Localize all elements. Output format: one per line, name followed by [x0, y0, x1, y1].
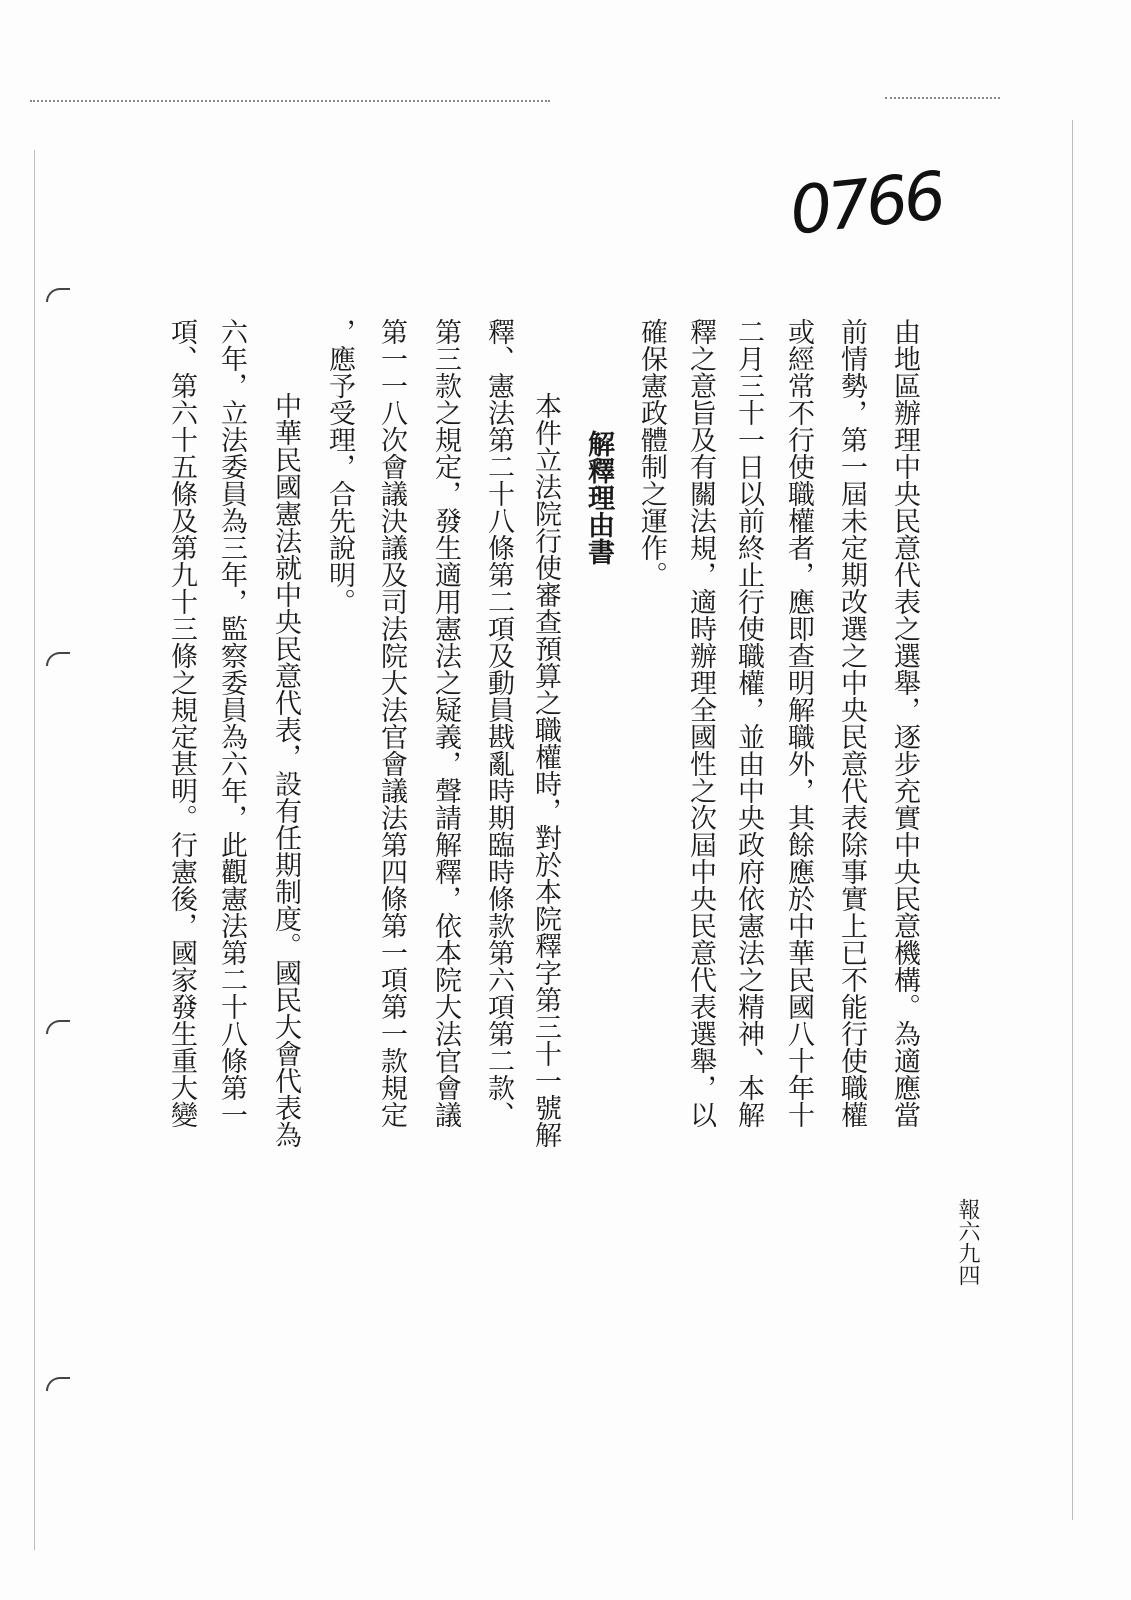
text-column: 第三款之規定，發生適用憲法之疑義，聲請解釋，依本院大法官會議 [430, 318, 461, 1128]
archive-number: 0766 [786, 157, 946, 250]
scan-border-top-right [885, 97, 1000, 101]
text-column: 二月三十一日以前終止行使職權，並由中央政府依憲法之精神、本解 [733, 318, 764, 1128]
binding-hole-mark [46, 1020, 70, 1034]
text-column: 本件立法院行使審查預算之職權時，對於本院釋字第三十一號解 [530, 392, 561, 1148]
text-column: 中華民國憲法就中央民意代表，設有任期制度。國民大會代表為 [270, 392, 301, 1148]
text-column: 或經常不行使職權者，應即查明解職外，其餘應於中華民國八十年十 [783, 318, 814, 1128]
text-column: ，應予受理，合先說明。 [324, 318, 355, 615]
scan-edge-right [1072, 120, 1073, 1520]
page-marker: 報六九四 [955, 1198, 980, 1286]
text-column: 確保憲政體制之運作。 [636, 318, 667, 588]
scan-border-top [30, 100, 550, 104]
text-column: 六年，立法委員為三年，監察委員為六年，此觀憲法第二十八條第一 [216, 318, 247, 1128]
binding-hole-mark [46, 1377, 70, 1391]
text-column: 由地區辦理中央民意代表之選舉，逐步充實中央民意機構。為適應當 [889, 318, 920, 1128]
text-column: 前情勢，第一屆未定期改選之中央民意代表除事實上已不能行使職權 [836, 318, 867, 1128]
text-column: 釋之意旨及有關法規，適時辦理全國性之次屆中央民意代表選舉，以 [685, 318, 716, 1128]
binding-hole-mark [46, 288, 70, 302]
section-heading: 解釋理由書 [583, 430, 614, 565]
binding-hole-mark [46, 652, 70, 666]
text-column: 項、第六十五條及第九十三條之規定甚明。行憲後，國家發生重大變 [166, 318, 197, 1128]
text-column: 釋、憲法第二十八條第二項及動員戡亂時期臨時條款第六項第二款、 [483, 318, 514, 1128]
text-column: 第一一八次會議決議及司法院大法官會議法第四條第一項第一款規定 [376, 318, 407, 1128]
scan-edge-left [34, 150, 35, 1550]
